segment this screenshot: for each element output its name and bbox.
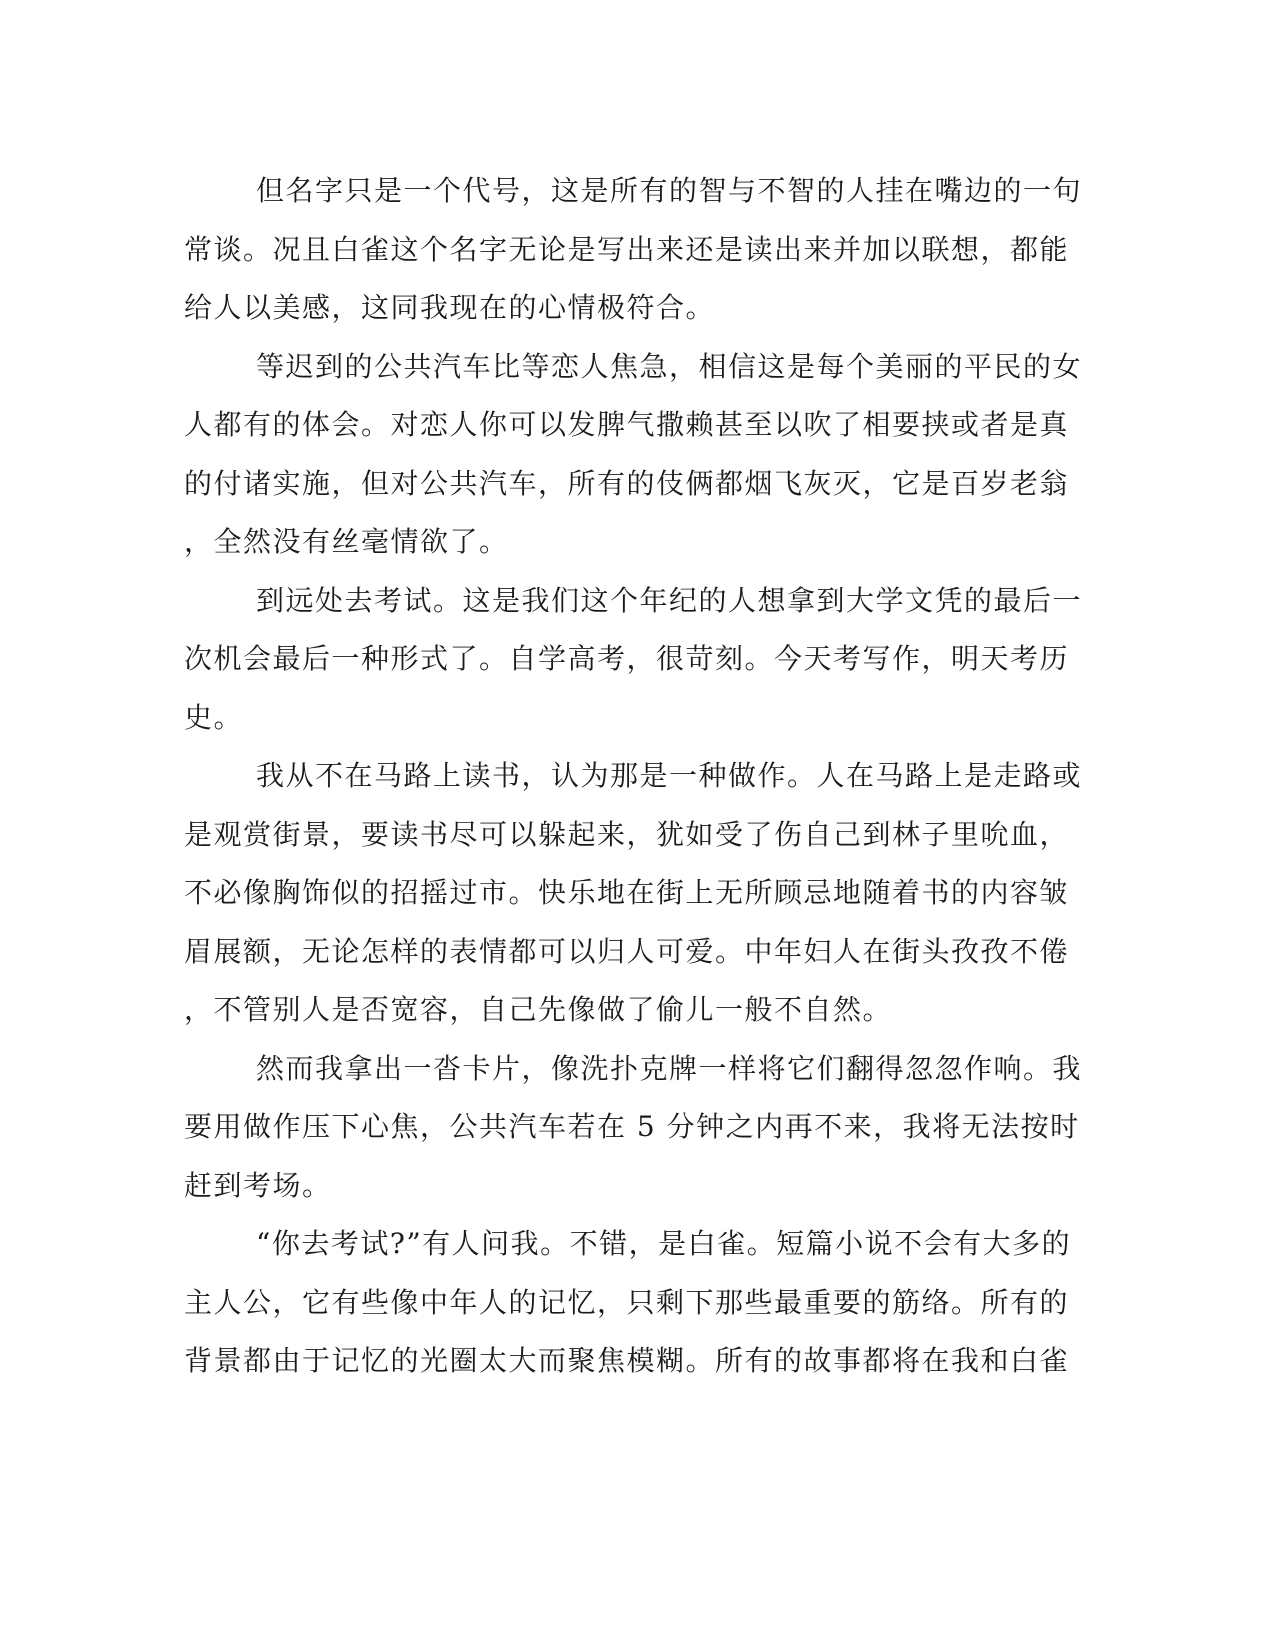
- paragraph: [184, 162, 1083, 338]
- text-line: 眉展额，无论怎样的表情都可以归人可爱。中年妇人在街头孜孜不倦: [184, 934, 1070, 968]
- text-line: 的付诸实施，但对公共汽车，所有的伎俩都烟飞灰灭，它是百岁老翁: [184, 466, 1070, 500]
- text-line: 我从不在马路上读书，认为那是一种做作。人在马路上是走路或: [256, 759, 1083, 792]
- text-line: ，不管别人是否宽容，自己先像做了偷儿一般不自然。: [184, 993, 893, 1026]
- text-line: “你去考试?”有人问我。不错，是白雀。短篇小说不会有大多的: [256, 1227, 1072, 1260]
- paragraph: [184, 572, 1083, 748]
- paragraph: [184, 747, 1083, 1040]
- text-line: 然而我拿出一沓卡片，像洗扑克牌一样将它们翻得忽忽作响。我: [256, 1051, 1083, 1085]
- paragraph: [184, 1215, 1072, 1391]
- paragraph: [184, 338, 1083, 572]
- text-line: 是观赏街景，要读书尽可以躲起来，犹如受了伤自己到林子里吮血，: [184, 817, 1070, 851]
- text-line: 给人以美感，这同我现在的心情极符合。: [184, 291, 716, 324]
- text-line: 不必像胸饰似的招摇过市。快乐地在街上无所顾忌地随着书的内容皱: [184, 876, 1070, 909]
- text-line: 但名字只是一个代号，这是所有的智与不智的人挂在嘴边的一句: [256, 174, 1083, 207]
- text-line: 背景都由于记忆的光圈太大而聚焦模糊。所有的故事都将在我和白雀: [184, 1344, 1070, 1377]
- text-line: 常谈。况且白雀这个名字无论是写出来还是读出来并加以联想，都能: [184, 232, 1070, 266]
- text-line: ，全然没有丝毫情欲了。: [184, 525, 509, 558]
- text-line: 次机会最后一种形式了。自学高考，很苛刻。今天考写作，明天考历: [184, 642, 1070, 675]
- text-line: 史。: [184, 700, 244, 734]
- text-line: 到远处去考试。这是我们这个年纪的人想拿到大学文凭的最后一: [256, 583, 1083, 617]
- text-line: 主人公，它有些像中年人的记忆，只剩下那些最重要的筋络。所有的: [184, 1285, 1070, 1319]
- paragraph: [184, 1040, 1083, 1216]
- text-line: 赶到考场。: [184, 1168, 332, 1202]
- text-line: 等迟到的公共汽车比等恋人焦急，相信这是每个美丽的平民的女: [256, 349, 1083, 383]
- body-text: [184, 162, 1083, 1391]
- text-line: 要用做作压下心焦，公共汽车若在 5 分钟之内再不来，我将无法按时: [184, 1110, 1080, 1143]
- text-line: 人都有的体会。对恋人你可以发脾气撒赖甚至以吹了相要挟或者是真: [184, 408, 1070, 441]
